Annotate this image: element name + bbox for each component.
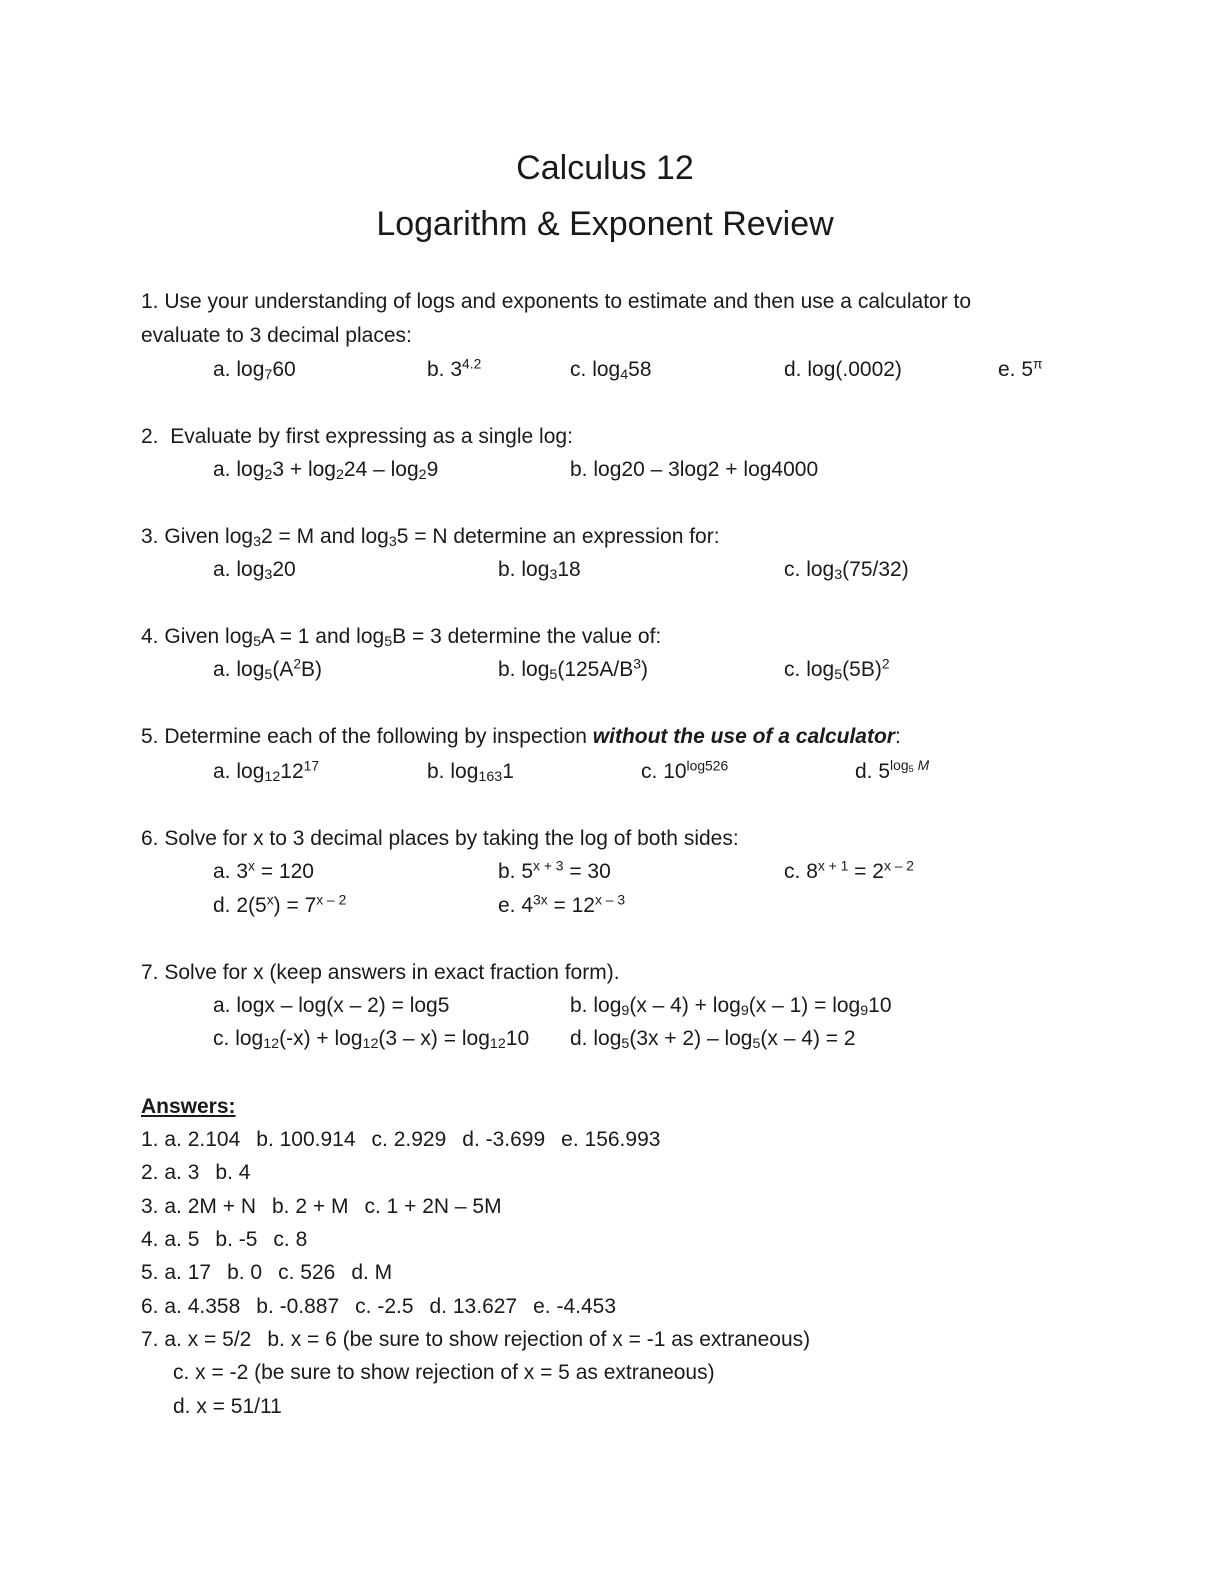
emphasis-text: without the use of a calculator xyxy=(592,725,895,748)
q3-item-b: b. $\log_318$ xyxy=(498,558,581,583)
question-5-prompt: 5. Determine each of the following by inspection without the use of a calculator: xyxy=(141,725,901,748)
question-number: 1. xyxy=(141,290,159,313)
question-2-prompt: 2. Evaluate by first expressing as a single log: xyxy=(141,425,573,448)
answer-line-7: 7. a. x = 5/2 b. x = 6 (be sure to show rejection of x = -1 as extraneous) xyxy=(141,1328,811,1351)
q7-item-b: b. $\log_9(x - 4) + \log_9(x - 1) = \log_910$ xyxy=(570,994,892,1019)
answer-line-3: 3. a. 2M + N b. 2 + M c. 1 + 2N – 5M xyxy=(141,1195,502,1218)
q6-item-a: a. $3^x = 120$ xyxy=(213,857,314,883)
q1-item-b: b. $3^{4.2}$ xyxy=(427,355,482,381)
question-text: Use your understanding of logs and exponents to estimate and then use a calculator to xyxy=(164,290,972,313)
q5-item-c: c. $10^{log526}$ xyxy=(641,757,729,783)
question-1-prompt xyxy=(141,288,971,316)
q1-item-e: e. $5^\pi$ xyxy=(998,355,1043,381)
q2-item-a: a. $\log_23 + \log_224 - \log_29$ xyxy=(213,458,439,483)
page-title: Calculus 12 xyxy=(516,149,694,187)
answer-line-1: 1. a. 2.104 b. 100.914 c. 2.929 d. -3.699 e. 156.993 xyxy=(141,1128,661,1151)
q4-item-b: b. $\log_5(125A/B^3)$ xyxy=(498,655,648,683)
question-7-prompt: 7. Solve for x (keep answers in exact fraction form). xyxy=(141,961,620,984)
question-1-prompt-cont: evaluate to 3 decimal places: xyxy=(141,324,412,347)
q5-item-b: b. $\log_{163}1$ xyxy=(427,760,514,785)
answer-line-4: 4. a. 5 b. -5 c. 8 xyxy=(141,1228,308,1251)
question-3-prompt: 3. Given $\log_32 = M$ and $\log_35 = N$ determine an expression for: xyxy=(141,525,720,550)
q3-item-c: c. $\log_3(75/32)$ xyxy=(784,558,909,583)
answer-line-7d: d. x = 51/11 xyxy=(173,1395,282,1418)
q1-item-c: c. $\log_458$ xyxy=(570,358,652,383)
q6-item-e: e. $4^{3x} = 12^{x - 3}$ xyxy=(498,891,626,917)
q4-item-a: a. $\log_5(A^2B)$ xyxy=(213,655,323,683)
q3-item-a: a. $\log_320$ xyxy=(213,558,296,583)
answers-heading: Answers: xyxy=(141,1095,236,1118)
q7-item-a: a. logx – log(x – 2) = log5 xyxy=(213,994,450,1017)
answer-line-6: 6. a. 4.358 b. -0.887 c. -2.5 d. 13.627 e. -4.453 xyxy=(141,1295,617,1318)
question-6-prompt: 6. Solve for x to 3 decimal places by taking the log of both sides: xyxy=(141,827,739,850)
q7-item-c: c. $\log_{12}(-x) + \log_{12}(3 - x) = \log_{12}10$ xyxy=(213,1027,530,1052)
q1-item-d: d. log(.0002) xyxy=(784,358,902,381)
answer-line-2: 2. a. 3 b. 4 xyxy=(141,1161,251,1184)
q6-item-b: b. $5^{x + 3} = 30$ xyxy=(498,857,611,883)
q6-item-d: d. $2(5^x) = 7^{x - 2}$ xyxy=(213,891,347,917)
page-subtitle: Logarithm & Exponent Review xyxy=(376,205,834,243)
q4-item-c: c. $\log_5(5B)^2$ xyxy=(784,655,890,683)
q5-item-d: d. $5^{log_5 M}$ xyxy=(855,757,930,783)
q2-item-b: b. log20 – 3log2 + log4000 xyxy=(570,458,819,481)
q7-item-d: d. $\log_5(3x + 2) - \log_5(x - 4) = 2$ xyxy=(570,1027,856,1052)
question-4-prompt: 4. Given $\log_5A = 1$ and $\log_5B = 3$ determine the value of: xyxy=(141,625,662,650)
answer-line-5: 5. a. 17 b. 0 c. 526 d. M xyxy=(141,1261,393,1284)
answer-line-7c: c. x = -2 (be sure to show rejection of x = 5 as extraneous) xyxy=(173,1361,715,1384)
q5-item-a: a. $\log_{12}12^{17}$ xyxy=(213,757,320,785)
q1-item-a: a. $\log_760$ xyxy=(213,358,296,383)
q6-item-c: c. $8^{x + 1} = 2^{x - 2}$ xyxy=(784,857,914,883)
